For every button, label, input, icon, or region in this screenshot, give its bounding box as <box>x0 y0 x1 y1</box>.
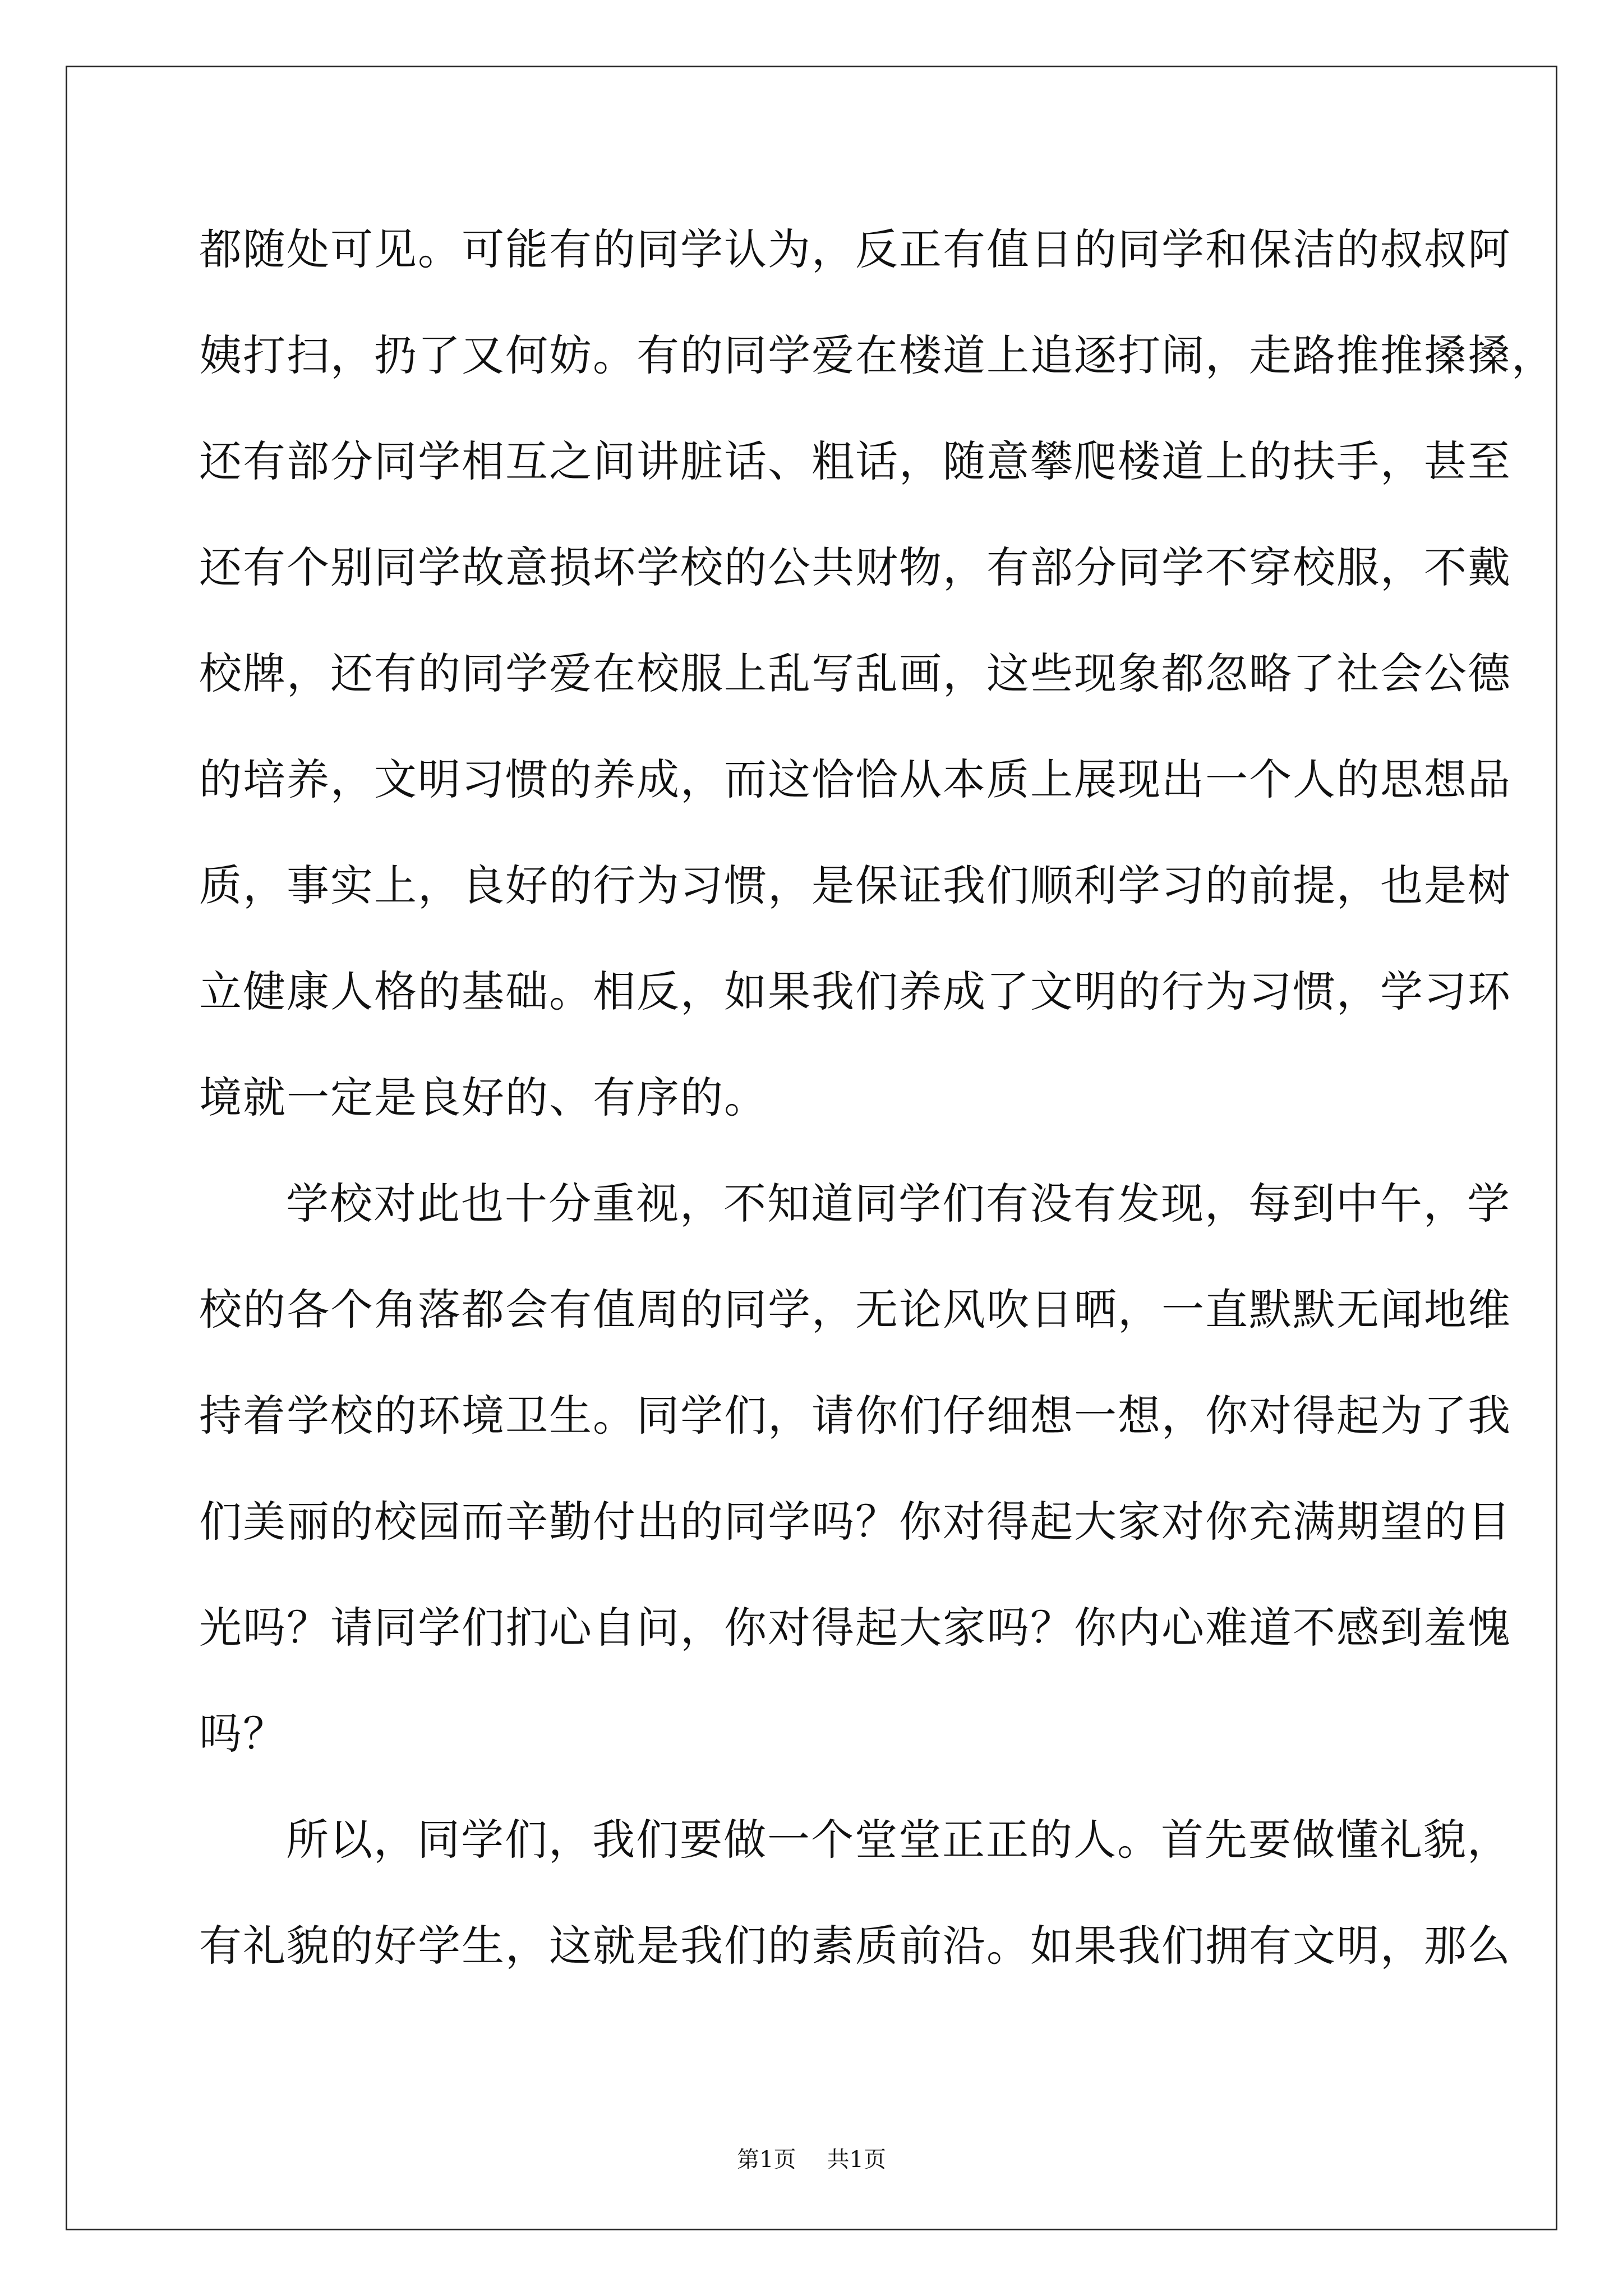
document-body <box>199 196 1555 1999</box>
text-line: 持着学校的环境卫生。同学们，请你们仔细想一想，你对得起为了我 <box>199 1391 1511 1441</box>
page-footer <box>0 2143 1623 2177</box>
text-line: 质，事实上，良好的行为习惯，是保证我们顺利学习的前提，也是树 <box>199 861 1511 910</box>
text-line: 还有个别同学故意损坏学校的公共财物，有部分同学不穿校服，不戴 <box>199 542 1511 592</box>
text-line: 还有部分同学相互之间讲脏话、粗话，随意攀爬楼道上的扶手，甚至 <box>199 436 1511 486</box>
text-line: 光吗？请同学们扪心自问，你对得起大家吗？你内心难道不感到羞愧 <box>199 1603 1511 1653</box>
paragraph-start-line: 学校对此也十分重视，不知道同学们有没有发现，每到中午，学 <box>286 1179 1511 1228</box>
text-line: 立健康人格的基础。相反，如果我们养成了文明的行为习惯，学习环 <box>199 967 1511 1016</box>
page-total: 共1页 <box>827 2147 886 2173</box>
text-line: 境就一定是良好的、有序的。 <box>199 1073 768 1122</box>
text-line: 的培养，文明习惯的养成，而这恰恰从本质上展现出一个人的思想品 <box>199 754 1511 804</box>
page-number: 第1页 <box>737 2147 796 2173</box>
paragraph-start-line: 所以，同学们，我们要做一个堂堂正正的人。首先要做懂礼貌， <box>286 1815 1511 1865</box>
text-line: 有礼貌的好学生，这就是我们的素质前沿。如果我们拥有文明，那么 <box>199 1921 1511 1971</box>
text-line: 姨打扫，扔了又何妨。有的同学爱在楼道上追逐打闹，走路推推搡搡， <box>199 330 1555 380</box>
text-line: 都随处可见。可能有的同学认为，反正有值日的同学和保洁的叔叔阿 <box>199 224 1511 274</box>
text-line: 校的各个角落都会有值周的同学，无论风吹日晒，一直默默无闻地维 <box>199 1285 1511 1335</box>
text-line: 校牌，还有的同学爱在校服上乱写乱画，这些现象都忽略了社会公德 <box>199 648 1511 698</box>
text-line: 吗？ <box>199 1709 287 1759</box>
text-line: 们美丽的校园而辛勤付出的同学吗？你对得起大家对你充满期望的目 <box>199 1497 1511 1547</box>
